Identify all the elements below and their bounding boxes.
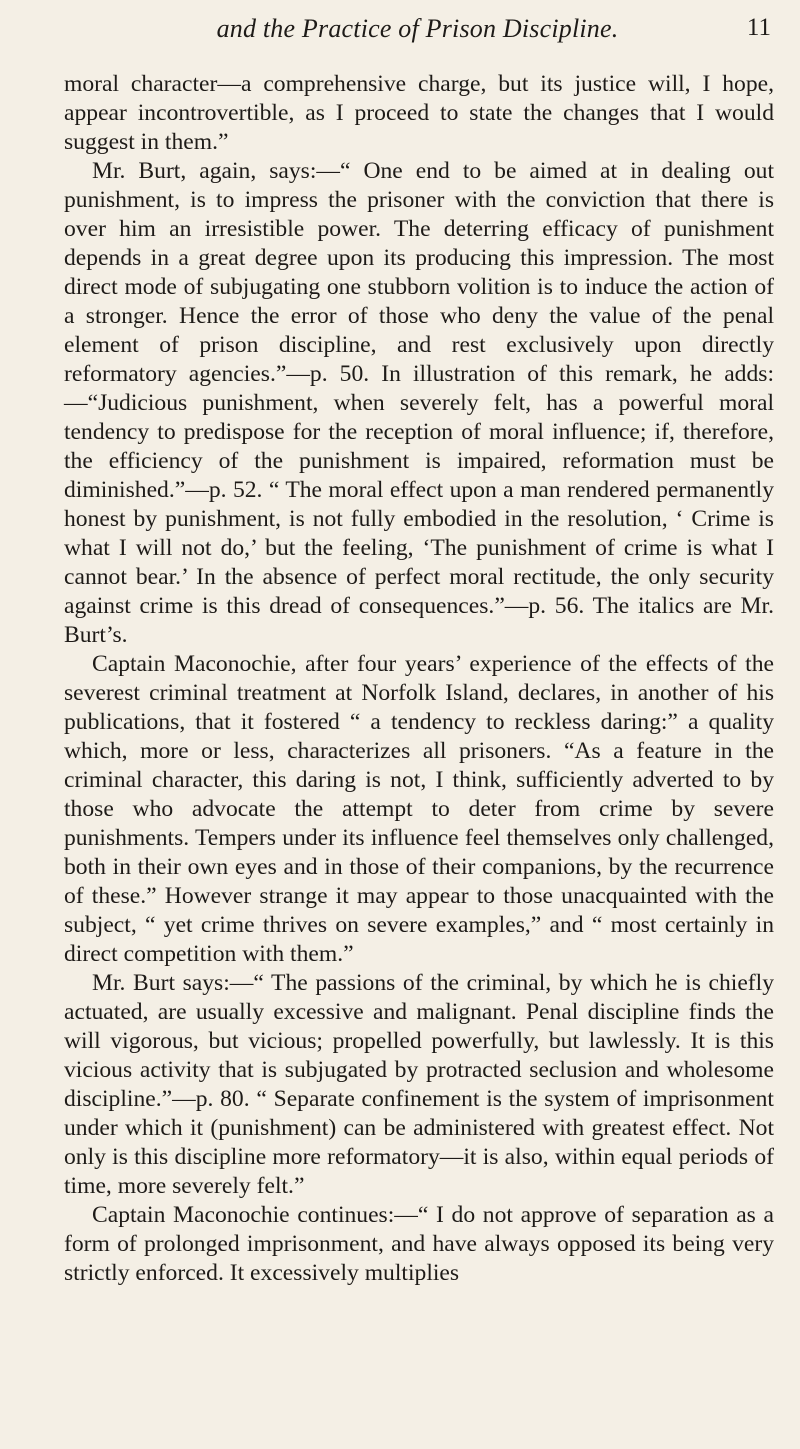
paragraph: Mr. Burt says:—“ The passions of the criminal, by which he is chiefly actuated, are usually excessive and malignant. Penal discipline finds the will vigorous, but vicious; propelled powerfully, but lawlessly. It is this vicious activity that is subjugated by protracted seclusion and wholesome discipline.”—p. 80. “ Separate confinement is the system of imprisonment under which it (punishment) can be administered with greatest effect. Not only is this discipline more reformatory—it is also, within equal periods of time, more severely felt.”	[64, 970, 774, 1199]
paragraph: Captain Maconochie continues:—“ I do not approve of separation as a form of prolonged imprisonment, and have always opposed its being very strictly enforced. It excessively multiplies	[64, 1202, 774, 1286]
running-head	[60, 14, 775, 54]
running-title: and the Practice of Prison Discipline.	[216, 14, 619, 43]
paragraph: Mr. Burt, again, says:—“ One end to be aimed at in dealing out punishment, is to impress the prisoner with the conviction that there is over him an irresistible power. The deterring efficacy of punishment depends in a great degree upon its producing this impression. The most direct mode of subjugating one stubborn volition is to induce the action of a stronger. Hence the error of those who deny the value of the penal element of prison discipline, and rest exclusively upon directly reformatory agencies.”—p. 50. In illustration of this remark, he adds:—“Judicious punishment, when severely felt, has a powerful moral tendency to predispose for the reception of moral influence; if, therefore, the efficiency of the punishment is impaired, reformation must be diminished.”—p. 52. “ The moral effect upon a man rendered permanently honest by punishment, is not fully embodied in the resolution, ‘ Crime is what I will not do,’ but the feeling, ‘The punishment of crime is what I cannot bear.’ In the absence of perfect moral rectitude, the only security against crime is this dread of consequences.”—p. 56. The italics are Mr. Burt’s.	[64, 158, 774, 648]
body-text	[64, 70, 774, 1288]
paragraph: Captain Maconochie, after four years’ experience of the effects of the severest criminal treatment at Norfolk Island, declares, in another of his publications, that it fostered “ a tendency to reckless daring:” a quality which, more or less, characterizes all prisoners. “As a feature in the criminal character, this daring is not, I think, sufficiently adverted to by those who advocate the attempt to deter from crime by severe punishments. Tempers under its influence feel themselves only challenged, both in their own eyes and in those of their companions, by the recurrence of these.” However strange it may appear to those unacquainted with the subject, “ yet crime thrives on severe examples,” and “ most certainly in direct competition with them.”	[64, 651, 774, 967]
paragraph: moral character—a comprehensive charge, but its justice will, I hope, appear incontrovertible, as I proceed to state the changes that I would suggest in them.”	[64, 71, 774, 155]
page-number: 11	[746, 14, 771, 41]
